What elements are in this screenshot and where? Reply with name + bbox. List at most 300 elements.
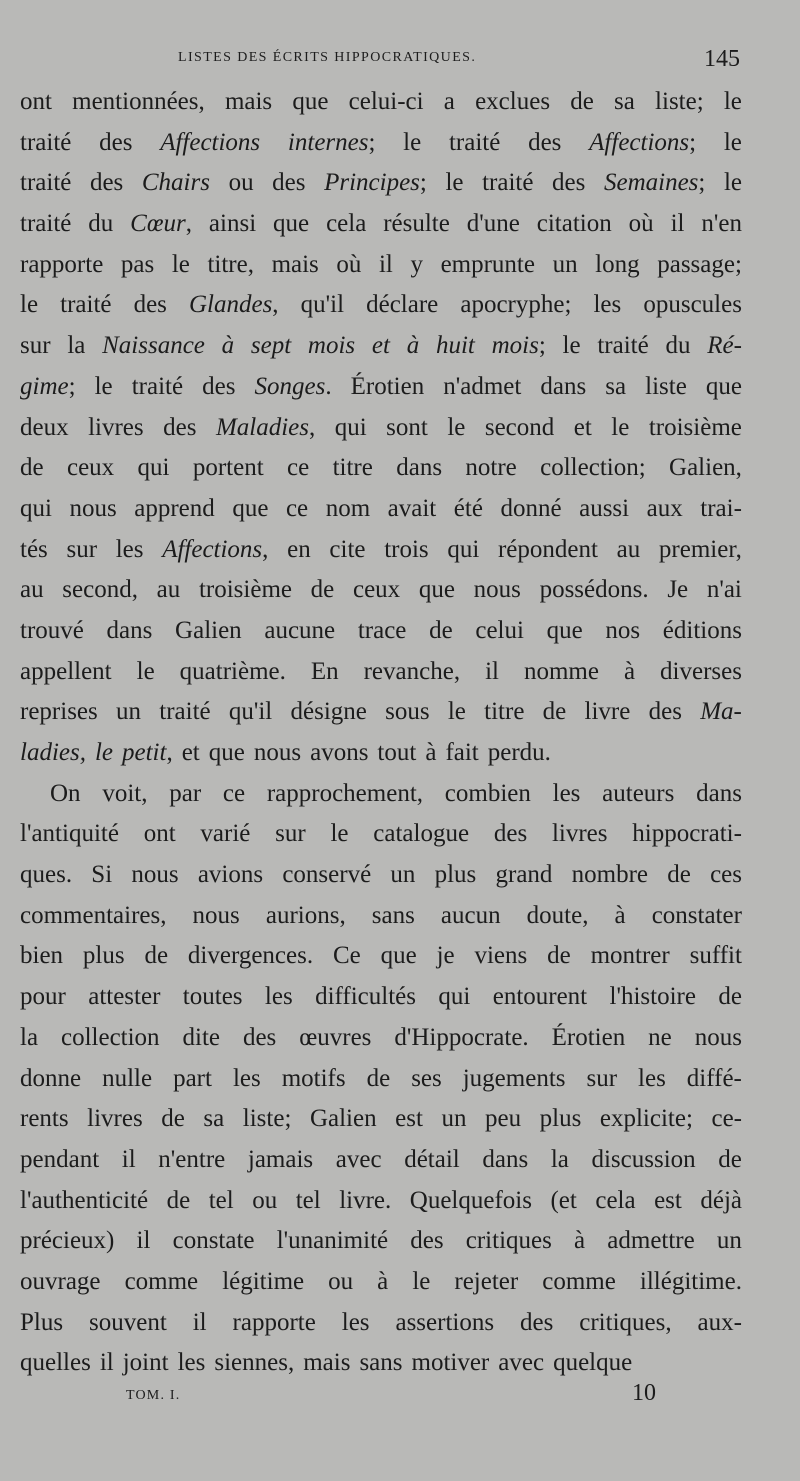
- text-line: [20, 1303, 742, 1344]
- word: et: [181, 739, 200, 766]
- word: des: [242, 1023, 277, 1051]
- text-line: [20, 448, 742, 489]
- word: pas: [120, 250, 155, 278]
- text-line: [20, 611, 742, 652]
- text-line: [20, 570, 742, 611]
- word: auteurs: [602, 779, 675, 807]
- word: il: [99, 1349, 114, 1377]
- word: que: [208, 739, 245, 766]
- word: un: [116, 698, 141, 726]
- word: des: [89, 169, 124, 197]
- word: apocryphe;: [460, 291, 572, 319]
- word: ne: [648, 1023, 672, 1051]
- word: combien: [444, 779, 531, 807]
- word: détail: [404, 1145, 460, 1173]
- word: est: [654, 1186, 682, 1214]
- word: discussion: [591, 1145, 696, 1173]
- word: trouvé: [20, 616, 84, 644]
- word: Semaines;: [603, 169, 706, 197]
- word: que: [292, 88, 329, 115]
- word: titre: [332, 454, 373, 482]
- word: quelque: [553, 1349, 633, 1377]
- word: donné: [500, 494, 562, 522]
- word: un: [552, 250, 578, 278]
- word: où: [628, 210, 654, 238]
- word: ont: [20, 88, 52, 115]
- word: huit: [435, 332, 475, 360]
- word: nous: [253, 739, 302, 766]
- word: a: [443, 88, 455, 115]
- word: avons: [310, 739, 369, 766]
- word: le: [723, 169, 742, 197]
- word: il: [192, 1308, 207, 1336]
- word: la: [20, 1023, 39, 1051]
- word: On: [50, 779, 81, 807]
- word: sa: [203, 1105, 225, 1133]
- text-line: [20, 367, 742, 408]
- word: est: [395, 1105, 423, 1133]
- word: il: [136, 1227, 151, 1255]
- word: souvent: [89, 1308, 167, 1336]
- word: premier,: [658, 535, 742, 563]
- word: ladies,: [20, 739, 86, 766]
- word: l'authenticité: [20, 1186, 149, 1214]
- word: mentionnées,: [72, 88, 205, 115]
- word: de: [20, 454, 44, 482]
- word: à: [614, 901, 626, 929]
- word: en: [287, 535, 311, 563]
- word: qui: [334, 413, 367, 441]
- word: il: [121, 1145, 136, 1173]
- word: à: [623, 657, 636, 685]
- word: traité: [448, 128, 501, 156]
- word: plus: [82, 942, 125, 970]
- word: assertions: [395, 1308, 495, 1336]
- word: sous: [385, 698, 430, 726]
- word: traité: [20, 169, 72, 197]
- text-line: [20, 163, 742, 204]
- word: livre: [584, 698, 631, 726]
- word: le: [447, 698, 466, 726]
- word: ses: [411, 1064, 442, 1092]
- word: quelles: [20, 1349, 91, 1377]
- word: rents: [20, 1105, 69, 1133]
- word: Ce: [332, 942, 361, 970]
- word: rapporte: [20, 250, 104, 278]
- word: que: [273, 210, 310, 238]
- word: traité: [60, 291, 112, 319]
- text-line: [20, 855, 742, 896]
- word: qu'il: [300, 291, 345, 319]
- text-line: [20, 1059, 742, 1100]
- text-line: [20, 652, 742, 693]
- word: à: [574, 1227, 586, 1255]
- word: cite: [329, 535, 366, 563]
- word: long: [595, 250, 640, 278]
- word: sur: [66, 535, 98, 563]
- text-line: [20, 204, 742, 245]
- word: celui: [475, 616, 524, 644]
- word: nom: [325, 494, 371, 522]
- word: n'en: [701, 210, 742, 238]
- word: et: [573, 413, 592, 441]
- word: de: [366, 1064, 391, 1092]
- word: mais: [303, 1349, 351, 1377]
- word: critiques,: [579, 1308, 672, 1336]
- word: Chairs: [141, 169, 210, 197]
- word: Cœur,: [130, 210, 193, 238]
- word: quatrième.: [179, 657, 286, 685]
- word: troisième: [198, 576, 292, 604]
- word: que: [380, 942, 417, 970]
- word: le: [723, 128, 742, 156]
- word: opuscules: [643, 291, 742, 319]
- word: sept: [250, 332, 292, 360]
- text-line: [20, 814, 742, 855]
- word: que: [232, 494, 269, 522]
- word: au: [156, 576, 181, 604]
- word: traité: [20, 210, 72, 238]
- word: ouvrage: [20, 1267, 101, 1295]
- word: constate: [172, 1227, 255, 1255]
- word: Affections: [160, 128, 261, 156]
- word: un: [441, 1105, 467, 1133]
- word: de: [429, 616, 453, 644]
- word: tout: [377, 739, 417, 766]
- word: nous: [131, 861, 179, 889]
- word: celui-ci: [348, 88, 424, 115]
- word: Maladies,: [215, 413, 316, 441]
- word: dite: [182, 1023, 220, 1051]
- word: trace: [357, 616, 407, 644]
- word: par: [169, 779, 202, 807]
- word: Plus: [20, 1308, 64, 1336]
- word: sur: [20, 332, 51, 360]
- word: de: [542, 698, 567, 726]
- word: Si: [91, 861, 113, 889]
- word: des: [410, 1227, 444, 1255]
- text-line: [20, 1221, 742, 1262]
- word: et: [371, 332, 390, 360]
- word: grand: [495, 861, 553, 889]
- word: de: [718, 1145, 742, 1173]
- word: plus: [539, 1105, 582, 1133]
- word: Songes.: [254, 372, 332, 400]
- word: internes;: [287, 128, 376, 156]
- word: motifs: [281, 1064, 346, 1092]
- word: l'unanimité: [276, 1227, 389, 1255]
- word: le: [723, 88, 742, 115]
- text-line: [20, 1099, 742, 1140]
- word: des: [99, 128, 133, 156]
- word: donne: [20, 1064, 82, 1092]
- word: les: [232, 1064, 261, 1092]
- word: de: [161, 1105, 185, 1133]
- word: déjà: [700, 1186, 742, 1214]
- word: rapporte: [232, 1308, 316, 1336]
- word: nombre: [571, 861, 649, 889]
- paragraph: [20, 774, 742, 1384]
- word: comme: [124, 1267, 199, 1295]
- text-line: [20, 1262, 742, 1303]
- word: déclare: [366, 291, 439, 319]
- word: le: [403, 128, 422, 156]
- text-line: [20, 692, 742, 733]
- word: aux: [646, 494, 683, 522]
- text-line: [20, 1343, 742, 1384]
- word: de: [718, 983, 742, 1011]
- word: qui: [137, 454, 170, 482]
- word: nous: [69, 494, 117, 522]
- word: commentaires,: [20, 901, 167, 929]
- word: sur: [586, 1064, 618, 1092]
- word: apprend: [134, 494, 215, 522]
- word: dans: [106, 616, 153, 644]
- word: ce: [285, 494, 309, 522]
- word: à: [425, 739, 437, 766]
- word: le: [171, 250, 190, 278]
- word: livres: [551, 820, 608, 848]
- word: pour: [20, 983, 66, 1011]
- word: sans: [359, 1349, 403, 1377]
- word: nous: [473, 576, 521, 604]
- word: rejeter: [454, 1267, 519, 1295]
- word: de: [144, 942, 169, 970]
- word: titre: [484, 698, 525, 726]
- text-line: [20, 489, 742, 530]
- text-line: [20, 285, 742, 326]
- word: résulte: [383, 210, 450, 238]
- word: nomme: [523, 657, 599, 685]
- word: je: [436, 942, 455, 970]
- word: part: [173, 1064, 212, 1092]
- word: ont: [143, 820, 176, 848]
- word: constater: [651, 901, 742, 929]
- word: sont: [386, 413, 428, 441]
- text-line: [20, 245, 742, 286]
- word: ce-: [711, 1105, 742, 1133]
- word: dans: [396, 454, 443, 482]
- word: ques.: [20, 861, 73, 889]
- word: Glandes,: [188, 291, 279, 319]
- text-line: [20, 774, 742, 815]
- word: petit,: [122, 739, 173, 766]
- word: suffit: [689, 942, 742, 970]
- word: des: [552, 169, 586, 197]
- word: des: [493, 820, 528, 848]
- word: admettre: [607, 1227, 695, 1255]
- word: dans: [696, 779, 742, 807]
- word: livre.: [339, 1186, 392, 1214]
- word: le: [94, 372, 113, 400]
- word: le: [445, 169, 464, 197]
- word: y: [410, 250, 423, 278]
- word: traité: [597, 332, 649, 360]
- word: au: [616, 535, 641, 563]
- body-text: [20, 82, 742, 1384]
- word: reprises: [20, 698, 98, 726]
- word: ce: [222, 779, 246, 807]
- word: avec: [498, 1349, 545, 1377]
- word: Je: [667, 576, 689, 604]
- word: Principes;: [324, 169, 427, 197]
- word: siennes,: [214, 1349, 295, 1377]
- word: de: [166, 1186, 191, 1214]
- word: les: [264, 983, 293, 1011]
- word: le: [447, 413, 466, 441]
- word: livres: [87, 1105, 143, 1133]
- word: ceux: [352, 576, 401, 604]
- word: aucun: [440, 901, 501, 929]
- word: critiques: [465, 1227, 552, 1255]
- paragraph: [20, 82, 742, 774]
- text-line: [20, 1018, 742, 1059]
- word: conservé: [282, 861, 372, 889]
- word: diverses: [660, 657, 742, 685]
- word: un: [716, 1227, 742, 1255]
- word: passage;: [657, 250, 742, 278]
- word: n'entre: [158, 1145, 226, 1173]
- word: trois: [384, 535, 429, 563]
- word: explicite;: [599, 1105, 693, 1133]
- word: En: [310, 657, 339, 685]
- word: le: [611, 413, 630, 441]
- word: possédons.: [539, 576, 649, 604]
- word: second,: [62, 576, 138, 604]
- word: été: [453, 494, 483, 522]
- text-line: [20, 408, 742, 449]
- word: du: [88, 210, 114, 238]
- word: l'antiquité: [20, 820, 119, 848]
- word: de: [570, 88, 594, 115]
- word: portent: [192, 454, 264, 482]
- word: mais: [224, 88, 273, 115]
- word: le: [20, 291, 39, 319]
- text-line: [20, 977, 742, 1018]
- word: viens: [474, 942, 528, 970]
- word: la: [550, 1145, 569, 1173]
- word: attester: [88, 983, 161, 1011]
- word: éditions: [662, 616, 742, 644]
- running-title: LISTES DES ÉCRITS HIPPOCRATIQUES.: [178, 50, 477, 65]
- word: Ré-: [707, 332, 742, 360]
- word: ces: [710, 861, 742, 889]
- word: les: [115, 535, 144, 563]
- word: à: [221, 332, 235, 360]
- word: troisième: [648, 413, 742, 441]
- word: de: [310, 576, 335, 604]
- word: Galien: [175, 616, 242, 644]
- word: rapprochement,: [266, 779, 424, 807]
- word: à: [377, 1267, 389, 1295]
- word: nulle: [102, 1064, 153, 1092]
- word: (et: [550, 1186, 577, 1214]
- word: sa: [614, 88, 635, 115]
- word: traité: [131, 372, 184, 400]
- word: nous: [192, 901, 240, 929]
- word: tés: [20, 535, 48, 563]
- word: cela: [326, 210, 367, 238]
- word: deux: [20, 413, 69, 441]
- word: avions: [197, 861, 264, 889]
- word: à: [406, 332, 420, 360]
- word: Galien,: [669, 454, 742, 482]
- word: un: [390, 861, 416, 889]
- word: diffé-: [686, 1064, 742, 1092]
- word: second: [484, 413, 555, 441]
- word: que: [705, 372, 742, 400]
- word: n'ai: [706, 576, 742, 604]
- word: aussi: [579, 494, 630, 522]
- word: sur: [275, 820, 306, 848]
- word: sans: [371, 901, 415, 929]
- word: montrer: [590, 942, 670, 970]
- text-line: [20, 530, 742, 571]
- word: précieux): [20, 1227, 115, 1255]
- word: avait: [387, 494, 437, 522]
- word: notre: [465, 454, 517, 482]
- word: n'admet: [443, 372, 522, 400]
- text-line: [20, 733, 742, 774]
- text-line: [20, 1140, 742, 1181]
- word: nos: [605, 616, 641, 644]
- word: catalogue: [373, 820, 470, 848]
- word: dans: [540, 372, 587, 400]
- word: ou: [252, 1186, 278, 1214]
- word: toutes: [182, 983, 243, 1011]
- signature-mark: 10: [632, 1380, 656, 1406]
- word: Ma-: [700, 698, 742, 726]
- word: titre,: [207, 250, 254, 278]
- word: ou: [228, 169, 254, 197]
- word: tel: [208, 1186, 234, 1214]
- word: collection: [60, 1023, 160, 1051]
- word: varié: [200, 820, 251, 848]
- word: de: [667, 861, 691, 889]
- word: des: [133, 291, 167, 319]
- word: Érotien: [551, 1023, 626, 1051]
- page-number: 145: [704, 46, 740, 72]
- word: les: [593, 291, 622, 319]
- word: Galien: [309, 1105, 377, 1133]
- word: le: [136, 657, 155, 685]
- word: des: [648, 698, 682, 726]
- word: voit,: [102, 779, 148, 807]
- word: peu: [485, 1105, 522, 1133]
- word: œuvres: [299, 1023, 372, 1051]
- word: fait: [445, 739, 479, 766]
- word: répondent: [497, 535, 598, 563]
- word: pendant: [20, 1145, 100, 1173]
- word: qui: [438, 983, 471, 1011]
- word: avec: [335, 1145, 382, 1173]
- word: les: [638, 1064, 666, 1092]
- word: traité: [159, 698, 211, 726]
- word: Affections,: [162, 535, 269, 563]
- word: il: [670, 210, 685, 238]
- word: illégitime.: [639, 1267, 742, 1295]
- text-line: [20, 936, 742, 977]
- word: difficultés: [315, 983, 416, 1011]
- word: d'une: [466, 210, 520, 238]
- text-line: [20, 82, 742, 123]
- word: qu'il: [228, 698, 273, 726]
- word: jugements: [462, 1064, 566, 1092]
- word: emprunte: [440, 250, 535, 278]
- word: hippocrati-: [632, 820, 742, 848]
- word: que: [546, 616, 583, 644]
- word: revanche,: [363, 657, 461, 685]
